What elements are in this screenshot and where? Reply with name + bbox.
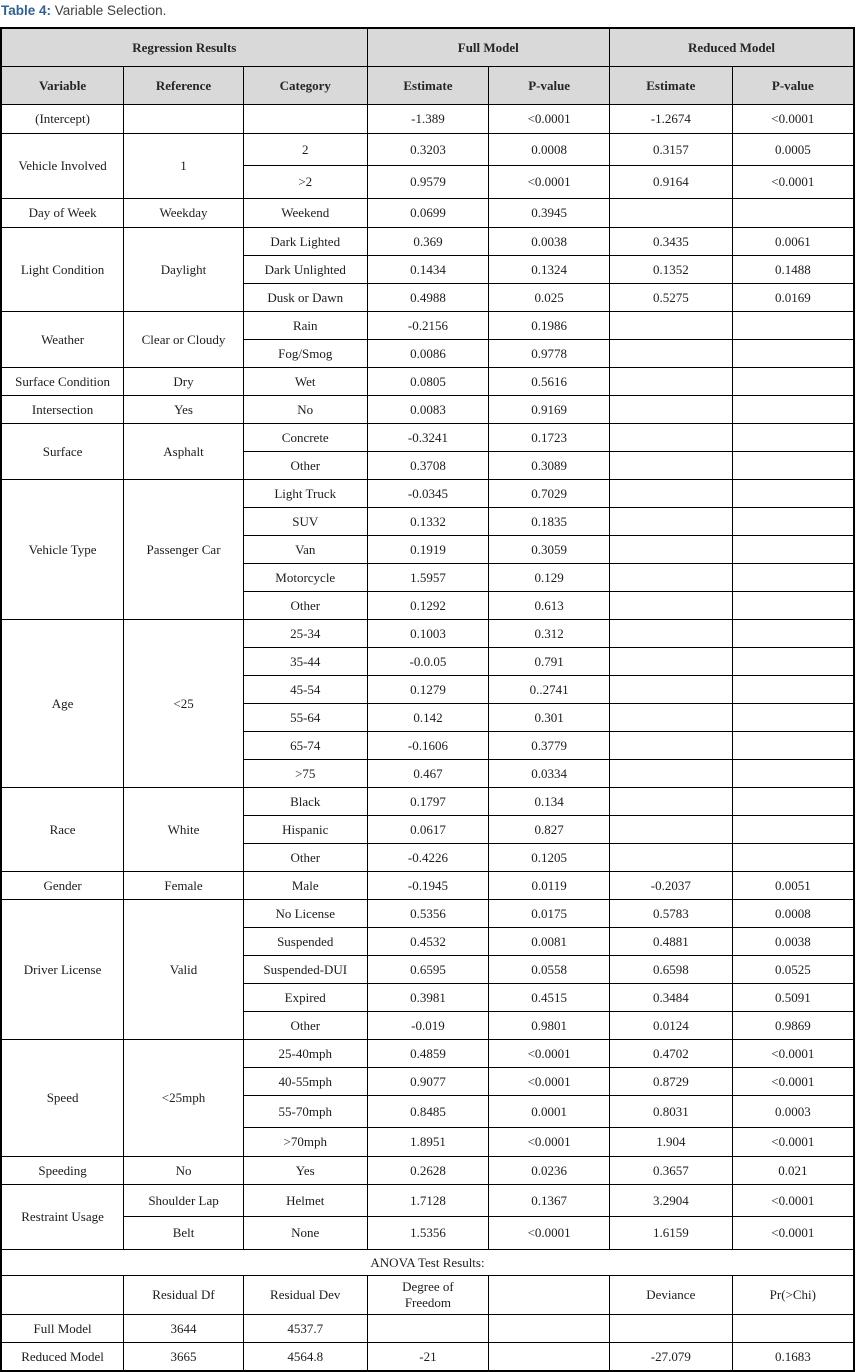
estimate-cell: 0.369 [367, 228, 489, 256]
estimate-cell: 0.5356 [367, 900, 489, 928]
table-caption [0, 0, 855, 27]
category-cell: Helmet [243, 1185, 367, 1217]
estimate-cell: -0.2156 [367, 312, 489, 340]
estimate-cell: 0.5275 [609, 284, 732, 312]
category-cell: No License [243, 900, 367, 928]
category-cell: Other [243, 1012, 367, 1040]
anova-value-cell: 4537.7 [243, 1315, 367, 1343]
variable-cell: Driver License [1, 900, 124, 1040]
reference-cell: White [124, 788, 244, 872]
category-cell: No [243, 396, 367, 424]
p-value-cell: 0.021 [732, 1157, 854, 1185]
p-value-cell [732, 816, 854, 844]
anova-value-cell [609, 1315, 732, 1343]
category-cell: Dark Lighted [243, 228, 367, 256]
anova-value-cell: -21 [367, 1343, 489, 1372]
variable-cell: Speeding [1, 1157, 124, 1185]
estimate-cell: 0.1434 [367, 256, 489, 284]
p-value-cell [732, 760, 854, 788]
reference-cell: <25 [124, 620, 244, 788]
table-row [1, 788, 854, 816]
category-cell: Black [243, 788, 367, 816]
anova-data-row [1, 1315, 854, 1343]
reference-cell: Daylight [124, 228, 244, 312]
table-row [1, 199, 854, 228]
variable-cell: Day of Week [1, 199, 124, 228]
variable-cell: Race [1, 788, 124, 872]
table-body [1, 105, 854, 1372]
estimate-cell: 3.2904 [609, 1185, 732, 1217]
p-value-cell: 0.0008 [489, 134, 610, 166]
estimate-cell: 0.3435 [609, 228, 732, 256]
estimate-cell: 0.4881 [609, 928, 732, 956]
reference-cell: 1 [124, 134, 244, 199]
estimate-cell: 0.0124 [609, 1012, 732, 1040]
p-value-cell: 0.827 [489, 816, 610, 844]
estimate-cell: 0.8031 [609, 1096, 732, 1128]
category-cell: Suspended-DUI [243, 956, 367, 984]
category-cell: 45-54 [243, 676, 367, 704]
p-value-cell: 0.0169 [732, 284, 854, 312]
p-value-cell: 0.0175 [489, 900, 610, 928]
estimate-cell: 0.3203 [367, 134, 489, 166]
p-value-cell: 0.9169 [489, 396, 610, 424]
variable-cell: Surface [1, 424, 124, 480]
anova-header-cell: Pr(>Chi) [732, 1276, 854, 1315]
estimate-cell: 0.6595 [367, 956, 489, 984]
p-value-cell: 0.7029 [489, 480, 610, 508]
estimate-cell: 1.5957 [367, 564, 489, 592]
p-value-cell: <0.0001 [489, 1217, 610, 1250]
estimate-cell [609, 788, 732, 816]
anova-header-cell: Deviance [609, 1276, 732, 1315]
estimate-cell: 0.3484 [609, 984, 732, 1012]
p-value-cell: 0.0061 [732, 228, 854, 256]
p-value-cell [732, 704, 854, 732]
table-row [1, 424, 854, 452]
reference-cell: Yes [124, 396, 244, 424]
estimate-cell: 0.4702 [609, 1040, 732, 1068]
estimate-cell: 0.0083 [367, 396, 489, 424]
anova-header-cell: Residual Df [124, 1276, 244, 1315]
estimate-cell [609, 676, 732, 704]
estimate-cell: 0.0699 [367, 199, 489, 228]
p-value-cell [732, 732, 854, 760]
variable-cell: Intersection [1, 396, 124, 424]
p-value-cell: 0.0003 [732, 1096, 854, 1128]
p-value-cell: 0.301 [489, 704, 610, 732]
header-group-regression-results: Regression Results [1, 28, 367, 67]
category-cell: Fog/Smog [243, 340, 367, 368]
p-value-cell [732, 312, 854, 340]
estimate-cell: 0.4988 [367, 284, 489, 312]
column-header-reference: Reference [124, 67, 244, 105]
anova-value-cell: 4564.8 [243, 1343, 367, 1372]
p-value-cell [732, 592, 854, 620]
anova-value-cell [489, 1315, 610, 1343]
p-value-cell: 0.1723 [489, 424, 610, 452]
anova-header-row [1, 1276, 854, 1315]
p-value-cell [732, 199, 854, 228]
reference-cell: Shoulder Lap [124, 1185, 244, 1217]
category-cell: Van [243, 536, 367, 564]
estimate-cell [609, 480, 732, 508]
p-value-cell: 0.1488 [732, 256, 854, 284]
p-value-cell [732, 424, 854, 452]
p-value-cell: 0.1986 [489, 312, 610, 340]
results-table [0, 27, 855, 1372]
p-value-cell: 0.3089 [489, 452, 610, 480]
p-value-cell [732, 648, 854, 676]
estimate-cell: 0.5783 [609, 900, 732, 928]
variable-cell: Vehicle Type [1, 480, 124, 620]
category-cell: Other [243, 452, 367, 480]
p-value-cell: <0.0001 [732, 1217, 854, 1250]
estimate-cell: 0.9164 [609, 166, 732, 199]
estimate-cell: 0.0805 [367, 368, 489, 396]
anova-title-row [1, 1250, 854, 1276]
estimate-cell [609, 648, 732, 676]
p-value-cell [732, 536, 854, 564]
category-cell: 25-40mph [243, 1040, 367, 1068]
estimate-cell [609, 760, 732, 788]
category-cell [243, 105, 367, 134]
estimate-cell [609, 312, 732, 340]
column-header-row [1, 67, 854, 105]
estimate-cell: -0.019 [367, 1012, 489, 1040]
p-value-cell: 0.9778 [489, 340, 610, 368]
category-cell: Suspended [243, 928, 367, 956]
p-value-cell: <0.0001 [489, 1040, 610, 1068]
p-value-cell [732, 340, 854, 368]
p-value-cell [732, 788, 854, 816]
estimate-cell [609, 452, 732, 480]
p-value-cell: 0.129 [489, 564, 610, 592]
p-value-cell [732, 368, 854, 396]
anova-header-cell: Residual Dev [243, 1276, 367, 1315]
category-cell: Weekend [243, 199, 367, 228]
reference-cell: Asphalt [124, 424, 244, 480]
category-cell: Hispanic [243, 816, 367, 844]
p-value-cell: 0.0005 [732, 134, 854, 166]
estimate-cell: 0.1332 [367, 508, 489, 536]
table-row [1, 872, 854, 900]
estimate-cell: 0.3157 [609, 134, 732, 166]
category-cell: 2 [243, 134, 367, 166]
category-cell: Dusk or Dawn [243, 284, 367, 312]
estimate-cell: 0.0086 [367, 340, 489, 368]
category-cell: Wet [243, 368, 367, 396]
anova-value-cell: -27.079 [609, 1343, 732, 1372]
anova-header-cell [1, 1276, 124, 1315]
column-header-category: Category [243, 67, 367, 105]
category-cell: 65-74 [243, 732, 367, 760]
category-cell: None [243, 1217, 367, 1250]
variable-cell: Age [1, 620, 124, 788]
anova-value-cell [489, 1343, 610, 1372]
category-cell: Dark Unlighted [243, 256, 367, 284]
category-cell: >70mph [243, 1128, 367, 1157]
category-cell: 40-55mph [243, 1068, 367, 1096]
p-value-cell: 0.1324 [489, 256, 610, 284]
p-value-cell: 0.0051 [732, 872, 854, 900]
reference-cell [124, 105, 244, 134]
p-value-cell: 0.0081 [489, 928, 610, 956]
table-row [1, 134, 854, 166]
anova-value-cell [732, 1315, 854, 1343]
column-header-full-p-value: P-value [489, 67, 610, 105]
p-value-cell: 0.0008 [732, 900, 854, 928]
estimate-cell: 0.9579 [367, 166, 489, 199]
table-row [1, 396, 854, 424]
estimate-cell: 0.8729 [609, 1068, 732, 1096]
estimate-cell [609, 199, 732, 228]
category-cell: Motorcycle [243, 564, 367, 592]
table-row [1, 368, 854, 396]
model-name-cell: Reduced Model [1, 1343, 124, 1372]
estimate-cell [609, 564, 732, 592]
estimate-cell [609, 704, 732, 732]
p-value-cell: 0.0558 [489, 956, 610, 984]
variable-cell: Surface Condition [1, 368, 124, 396]
category-cell: 25-34 [243, 620, 367, 648]
p-value-cell: <0.0001 [489, 1068, 610, 1096]
estimate-cell: -1.2674 [609, 105, 732, 134]
reference-cell: Valid [124, 900, 244, 1040]
anova-value-cell: 3644 [124, 1315, 244, 1343]
p-value-cell: 0.134 [489, 788, 610, 816]
estimate-cell [609, 592, 732, 620]
estimate-cell: 0.3981 [367, 984, 489, 1012]
p-value-cell: <0.0001 [732, 1185, 854, 1217]
estimate-cell [609, 424, 732, 452]
p-value-cell [732, 480, 854, 508]
estimate-cell [609, 396, 732, 424]
anova-title-cell: ANOVA Test Results: [1, 1250, 854, 1276]
category-cell: Light Truck [243, 480, 367, 508]
p-value-cell [732, 508, 854, 536]
category-cell: Concrete [243, 424, 367, 452]
estimate-cell: 1.6159 [609, 1217, 732, 1250]
category-cell: Other [243, 592, 367, 620]
estimate-cell: 0.2628 [367, 1157, 489, 1185]
p-value-cell: 0.0038 [732, 928, 854, 956]
anova-header-cell-text: Degree of Freedom [402, 1278, 454, 1310]
table-row [1, 1157, 854, 1185]
category-cell: >75 [243, 760, 367, 788]
estimate-cell [609, 732, 732, 760]
anova-header-cell [489, 1276, 610, 1315]
variable-cell: Weather [1, 312, 124, 368]
table-row [1, 1040, 854, 1068]
p-value-cell: <0.0001 [732, 1128, 854, 1157]
category-cell: 35-44 [243, 648, 367, 676]
variable-cell: Light Condition [1, 228, 124, 312]
p-value-cell: 0.0119 [489, 872, 610, 900]
column-header-variable: Variable [1, 67, 124, 105]
reference-cell: No [124, 1157, 244, 1185]
p-value-cell: 0.0525 [732, 956, 854, 984]
column-header-reduced-estimate: Estimate [609, 67, 732, 105]
p-value-cell [732, 844, 854, 872]
estimate-cell: -0.0.05 [367, 648, 489, 676]
estimate-cell: 0.3708 [367, 452, 489, 480]
p-value-cell: 0.3779 [489, 732, 610, 760]
estimate-cell [609, 844, 732, 872]
estimate-cell [609, 508, 732, 536]
estimate-cell [609, 620, 732, 648]
estimate-cell: -0.2037 [609, 872, 732, 900]
p-value-cell: 0.5091 [732, 984, 854, 1012]
p-value-cell: <0.0001 [489, 1128, 610, 1157]
p-value-cell: 0.613 [489, 592, 610, 620]
estimate-cell: 0.142 [367, 704, 489, 732]
p-value-cell: <0.0001 [732, 166, 854, 199]
table-row [1, 1217, 854, 1250]
table-row [1, 900, 854, 928]
table-row [1, 228, 854, 256]
reference-cell: Clear or Cloudy [124, 312, 244, 368]
estimate-cell [609, 536, 732, 564]
category-cell: Rain [243, 312, 367, 340]
reference-cell: Passenger Car [124, 480, 244, 620]
p-value-cell: 0.025 [489, 284, 610, 312]
p-value-cell: 0.9801 [489, 1012, 610, 1040]
estimate-cell: 0.467 [367, 760, 489, 788]
p-value-cell: <0.0001 [732, 105, 854, 134]
variable-cell: Restraint Usage [1, 1185, 124, 1250]
column-header-reduced-p-value: P-value [732, 67, 854, 105]
category-cell: >2 [243, 166, 367, 199]
category-cell: Other [243, 844, 367, 872]
anova-value-cell: 0.1683 [732, 1343, 854, 1372]
estimate-cell: -1.389 [367, 105, 489, 134]
table-caption-text: Variable Selection. [54, 3, 167, 18]
variable-cell: (Intercept) [1, 105, 124, 134]
estimate-cell: -0.1945 [367, 872, 489, 900]
p-value-cell: 0.3059 [489, 536, 610, 564]
estimate-cell [609, 816, 732, 844]
reference-cell: Female [124, 872, 244, 900]
estimate-cell: 1.7128 [367, 1185, 489, 1217]
p-value-cell: <0.0001 [732, 1068, 854, 1096]
p-value-cell: <0.0001 [732, 1040, 854, 1068]
p-value-cell [732, 620, 854, 648]
p-value-cell: 0.0334 [489, 760, 610, 788]
p-value-cell: 0..2741 [489, 676, 610, 704]
p-value-cell: 0.312 [489, 620, 610, 648]
anova-value-cell: 3665 [124, 1343, 244, 1372]
category-cell: Expired [243, 984, 367, 1012]
estimate-cell: 0.4532 [367, 928, 489, 956]
table-header [1, 28, 854, 105]
header-group-full-model: Full Model [367, 28, 609, 67]
p-value-cell [732, 452, 854, 480]
variable-cell: Vehicle Involved [1, 134, 124, 199]
estimate-cell: 0.1003 [367, 620, 489, 648]
estimate-cell [609, 340, 732, 368]
p-value-cell: 0.1205 [489, 844, 610, 872]
estimate-cell: 0.6598 [609, 956, 732, 984]
table-row [1, 1185, 854, 1217]
category-cell: 55-70mph [243, 1096, 367, 1128]
estimate-cell: 0.8485 [367, 1096, 489, 1128]
model-name-cell: Full Model [1, 1315, 124, 1343]
table-row [1, 312, 854, 340]
estimate-cell: -0.3241 [367, 424, 489, 452]
anova-value-cell [367, 1315, 489, 1343]
p-value-cell: <0.0001 [489, 105, 610, 134]
p-value-cell: 0.5616 [489, 368, 610, 396]
estimate-cell: 0.1292 [367, 592, 489, 620]
table-row [1, 480, 854, 508]
header-group-reduced-model: Reduced Model [609, 28, 854, 67]
estimate-cell: -0.1606 [367, 732, 489, 760]
estimate-cell: 0.1797 [367, 788, 489, 816]
column-header-full-estimate: Estimate [367, 67, 489, 105]
variable-cell: Speed [1, 1040, 124, 1157]
category-cell: 55-64 [243, 704, 367, 732]
reference-cell: <25mph [124, 1040, 244, 1157]
header-group-row [1, 28, 854, 67]
estimate-cell: -0.0345 [367, 480, 489, 508]
estimate-cell: 0.9077 [367, 1068, 489, 1096]
estimate-cell: 1.8951 [367, 1128, 489, 1157]
p-value-cell [732, 564, 854, 592]
p-value-cell: <0.0001 [489, 166, 610, 199]
table-row [1, 105, 854, 134]
p-value-cell: 0.0038 [489, 228, 610, 256]
estimate-cell [609, 368, 732, 396]
anova-header-cell [367, 1276, 489, 1315]
variable-cell: Gender [1, 872, 124, 900]
estimate-cell: 0.3657 [609, 1157, 732, 1185]
reference-cell: Dry [124, 368, 244, 396]
table-row [1, 620, 854, 648]
table-caption-label: Table 4: [1, 3, 52, 18]
reference-cell: Weekday [124, 199, 244, 228]
p-value-cell: 0.1367 [489, 1185, 610, 1217]
estimate-cell: 0.1919 [367, 536, 489, 564]
estimate-cell: -0.4226 [367, 844, 489, 872]
p-value-cell: 0.0236 [489, 1157, 610, 1185]
p-value-cell: 0.791 [489, 648, 610, 676]
category-cell: SUV [243, 508, 367, 536]
category-cell: Male [243, 872, 367, 900]
p-value-cell: 0.3945 [489, 199, 610, 228]
p-value-cell: 0.4515 [489, 984, 610, 1012]
estimate-cell: 0.1352 [609, 256, 732, 284]
p-value-cell: 0.9869 [732, 1012, 854, 1040]
estimate-cell: 0.0617 [367, 816, 489, 844]
p-value-cell [732, 676, 854, 704]
estimate-cell: 1.904 [609, 1128, 732, 1157]
anova-data-row [1, 1343, 854, 1372]
estimate-cell: 0.1279 [367, 676, 489, 704]
estimate-cell: 0.4859 [367, 1040, 489, 1068]
p-value-cell [732, 396, 854, 424]
reference-cell: Belt [124, 1217, 244, 1250]
p-value-cell: 0.0001 [489, 1096, 610, 1128]
category-cell: Yes [243, 1157, 367, 1185]
p-value-cell: 0.1835 [489, 508, 610, 536]
estimate-cell: 1.5356 [367, 1217, 489, 1250]
